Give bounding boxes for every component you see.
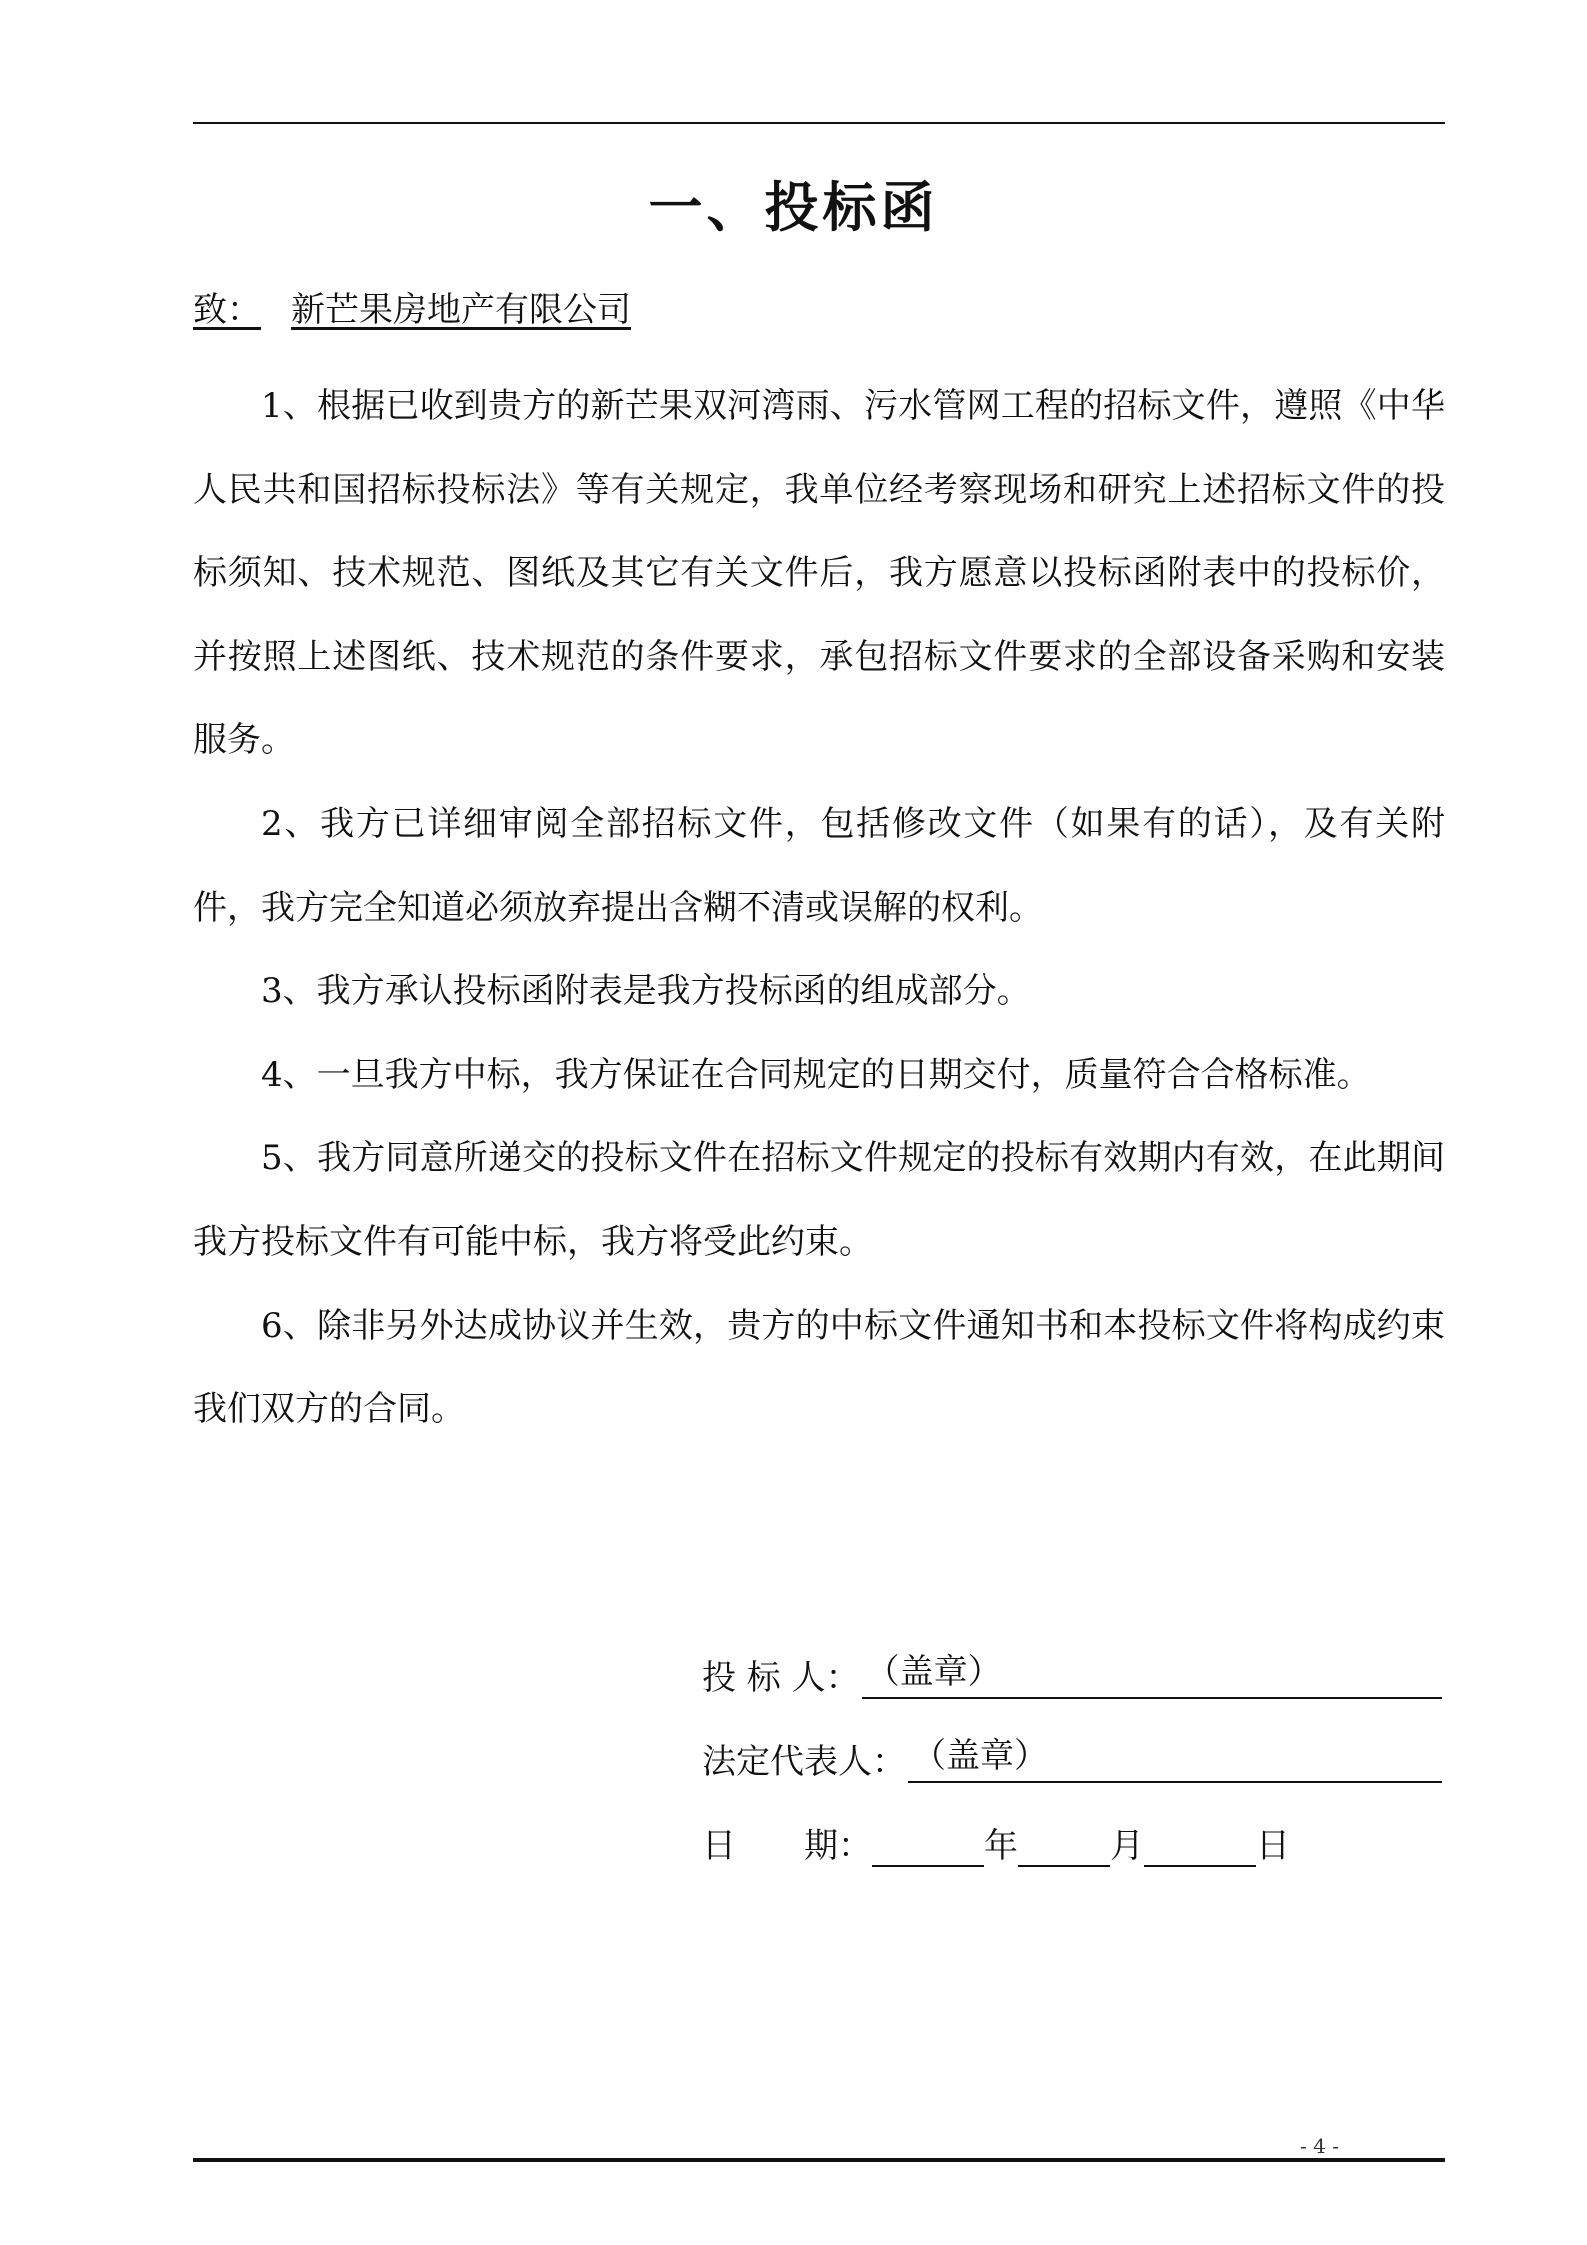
legal-rep-label: 法定代表人： <box>702 1742 906 1782</box>
paragraph-4: 4、一旦我方中标，我方保证在合同规定的日期交付，质量符合合格标准。 <box>261 1054 1371 1095</box>
month-label: 月 <box>1110 1826 1144 1866</box>
paragraph-3: 3、我方承认投标函附表是我方投标函的组成部分。 <box>261 971 1031 1012</box>
addressee-label: 致： <box>193 290 261 330</box>
year-blank <box>872 1815 984 1867</box>
date-row <box>702 1783 1442 1867</box>
paragraph-6: 6、除非另外达成协议并生效，贵方的中标文件通知书和本投标文件将构成约束我们双方的合同。 <box>193 1305 1445 1430</box>
paragraph-1: 1、根据已收到贵方的新芒果双河湾雨、污水管网工程的招标文件，遵照《中华人民共和国招标投标法》等有关规定，我单位经考察现场和研究上述招标文件的投标须知、技术规范、图纸及其它有关文件后，我方愿意以投标函附表中的投标价，并按照上述图纸、技术规范的条件要求，承包招标文件要求的全部设备采购和安装服务。 <box>193 386 1445 761</box>
year-label: 年 <box>984 1826 1018 1866</box>
paragraph-2: 2、我方已详细审阅全部招标文件，包括修改文件（如果有的话），及有关附件，我方完全知道必须放弃提出含糊不清或误解的权利。 <box>193 803 1445 928</box>
day-blank <box>1144 1815 1256 1867</box>
addressee <box>193 285 631 335</box>
date-label: 日 期： <box>702 1826 872 1866</box>
legal-rep-seal-field: （盖章） <box>908 1731 1442 1783</box>
signature-block <box>702 1615 1442 1867</box>
legal-rep-row <box>702 1699 1442 1783</box>
bidder-seal-field: （盖章） <box>862 1647 1442 1699</box>
day-label: 日 <box>1256 1826 1290 1866</box>
footer-rule <box>193 2158 1445 2162</box>
bidder-label: 投 标 人： <box>702 1658 860 1698</box>
page-number: - 4 - <box>1300 2134 1339 2158</box>
month-blank <box>1018 1815 1110 1867</box>
bidder-row <box>702 1615 1442 1699</box>
addressee-name: 新芒果房地产有限公司 <box>291 290 631 330</box>
header-rule <box>193 122 1445 124</box>
paragraph-5: 5、我方同意所递交的投标文件在招标文件规定的投标有效期内有效，在此期间我方投标文件有可能中标，我方将受此约束。 <box>193 1138 1445 1262</box>
page-title: 一、投标函 <box>648 176 939 239</box>
letter-body <box>193 365 1445 1452</box>
